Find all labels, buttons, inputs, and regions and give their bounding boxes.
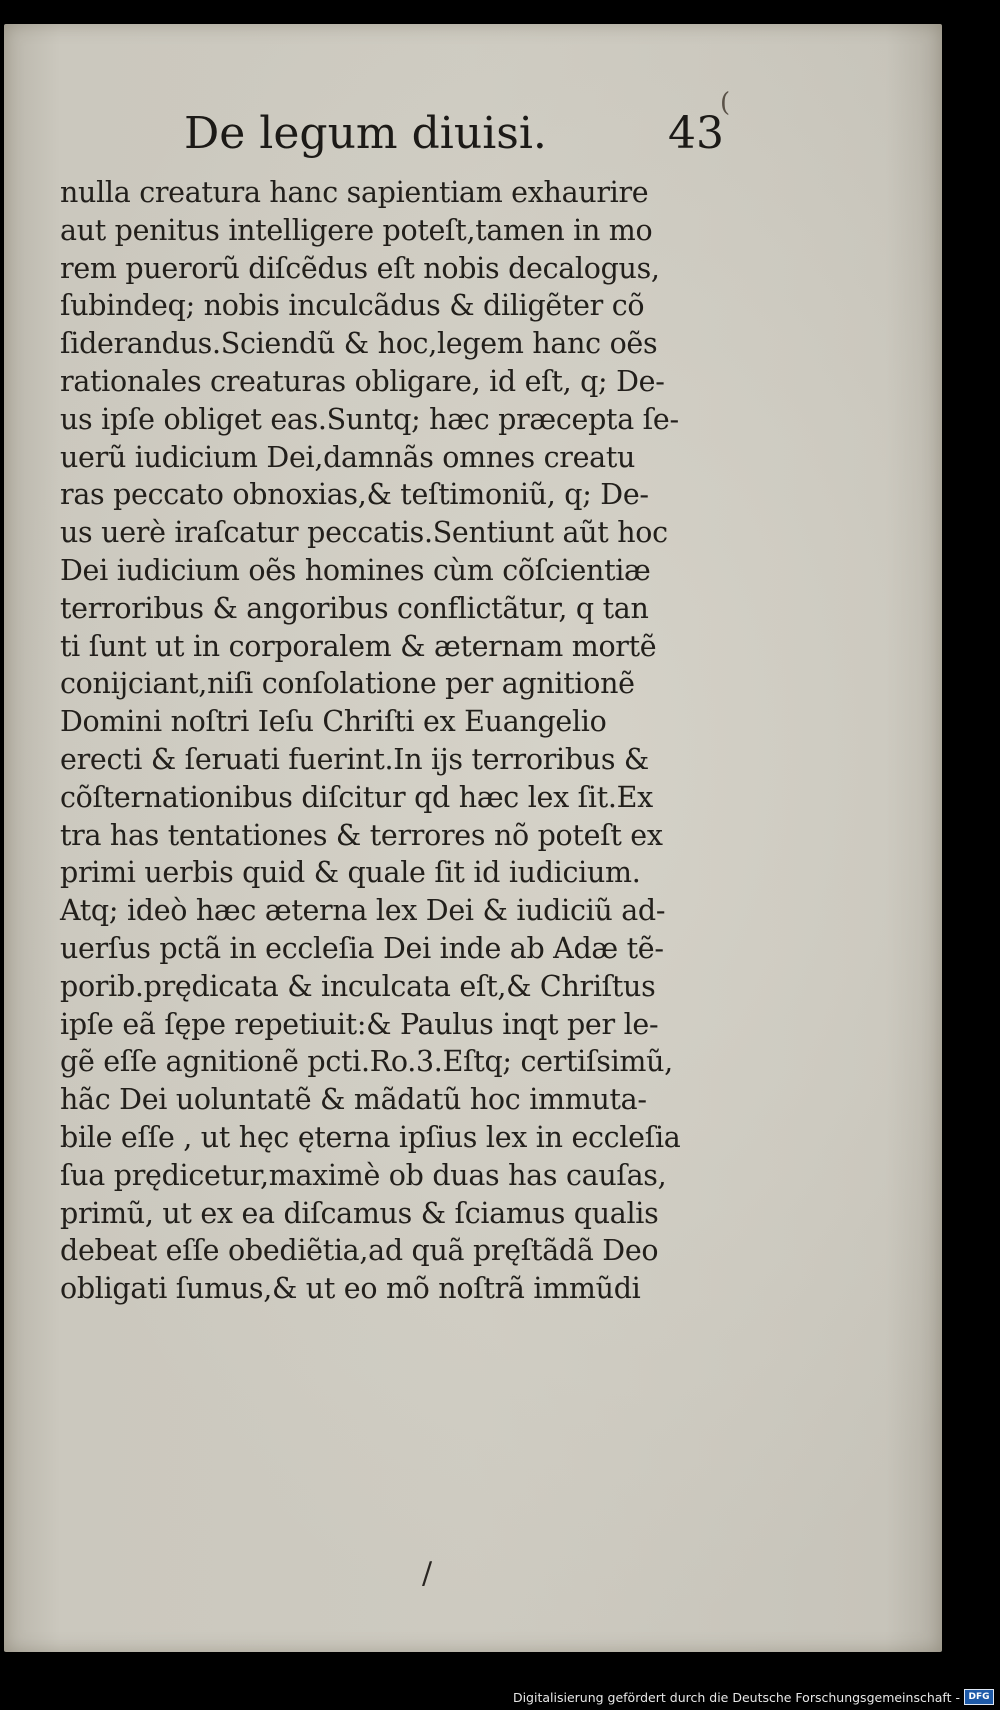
page-header xyxy=(184,108,724,178)
text-line: porib.prędicata & inculcata eſt,& Chriſtus xyxy=(60,969,656,1003)
text-line: conijciant,niſi conſolatione per agnitionẽ xyxy=(60,667,635,701)
text-line: rationales creaturas obligare, id eſt, q; De- xyxy=(60,364,665,398)
edge-mark: ( xyxy=(720,88,731,118)
text-line: aut penitus intelligere poteſt,tamen in mo xyxy=(60,213,653,247)
text-line: Atq; ideò hæc æterna lex Dei & iudiciũ ad- xyxy=(60,894,666,928)
text-line: primi uerbis quid & quale ſit id iudicium. xyxy=(60,856,641,890)
body-text xyxy=(60,174,740,1308)
text-line: ras peccato obnoxias,& teſtimoniũ, q; De- xyxy=(60,478,649,512)
text-line: nulla creatura hanc sapientiam exhaurire xyxy=(60,176,649,209)
text-line: erecti & ſeruati fuerint.In ijs terroribus & xyxy=(60,742,649,776)
text-line: tra has tentationes & terrores nõ poteſt ex xyxy=(60,818,663,852)
text-line: gẽ eſſe agnitionẽ pcti.Ro.3.Eſtq; certiſsimũ, xyxy=(60,1045,673,1079)
text-line: primũ, ut ex ea diſcamus & ſciamus qualis xyxy=(60,1196,659,1230)
text-line: uerũ iudicium Dei,damnãs omnes creatu xyxy=(60,440,636,474)
signature-mark: / xyxy=(422,1556,433,1591)
text-line: ſiderandus.Sciendũ & hoc,legem hanc oẽs xyxy=(60,327,658,361)
page-number: 43 xyxy=(668,108,724,159)
text-line: rem puerorũ diſcẽdus eſt nobis decalogus, xyxy=(60,251,660,285)
text-line: hãc Dei uoluntatẽ & mãdatũ hoc immuta- xyxy=(60,1083,647,1117)
text-line: us uerè iraſcatur peccatis.Sentiunt aũt hoc xyxy=(60,516,668,550)
text-line: debeat eſſe obediẽtia,ad quã pręſtãdã Deo xyxy=(60,1234,659,1268)
text-line: terroribus & angoribus conflictãtur, q tan xyxy=(60,591,649,625)
text-line: ti ſunt ut in corporalem & æternam mortẽ xyxy=(60,629,657,663)
footer-bar xyxy=(0,1686,1000,1710)
text-line: ſubindeq; nobis inculcãdus & diligẽter cõ xyxy=(60,289,645,323)
text-line: ipſe eã ſępe repetiuit:& Paulus inqt per le- xyxy=(60,1007,659,1041)
text-line: obligati ſumus,& ut eo mõ noſtrã immũdi xyxy=(60,1272,641,1306)
text-line: uerſus pctã in eccleſia Dei inde ab Adæ tẽ- xyxy=(60,931,664,965)
text-line: cõſternationibus diſcitur qd hæc lex ſit.Ex xyxy=(60,780,653,814)
text-line: ſua prędicetur,maximè ob duas has cauſas, xyxy=(60,1158,667,1192)
footer-credit: Digitalisierung gefördert durch die Deutsche Forschungsgemeinschaft - xyxy=(512,1690,960,1705)
text-line: Dei iudicium oẽs homines cùm cõſcientiæ xyxy=(60,553,651,587)
text-line: us ipſe obliget eas.Suntq; hæc præcepta ſe- xyxy=(60,402,679,436)
book-page xyxy=(4,24,942,1652)
dfg-logo-icon: DFG xyxy=(964,1689,994,1705)
text-line: bile eſſe , ut hęc ęterna ipſius lex in eccleſia xyxy=(60,1120,681,1154)
text-line: Domini noſtri Ieſu Chriſti ex Euangelio xyxy=(60,705,607,739)
running-title: De legum diuisi. xyxy=(184,108,547,159)
